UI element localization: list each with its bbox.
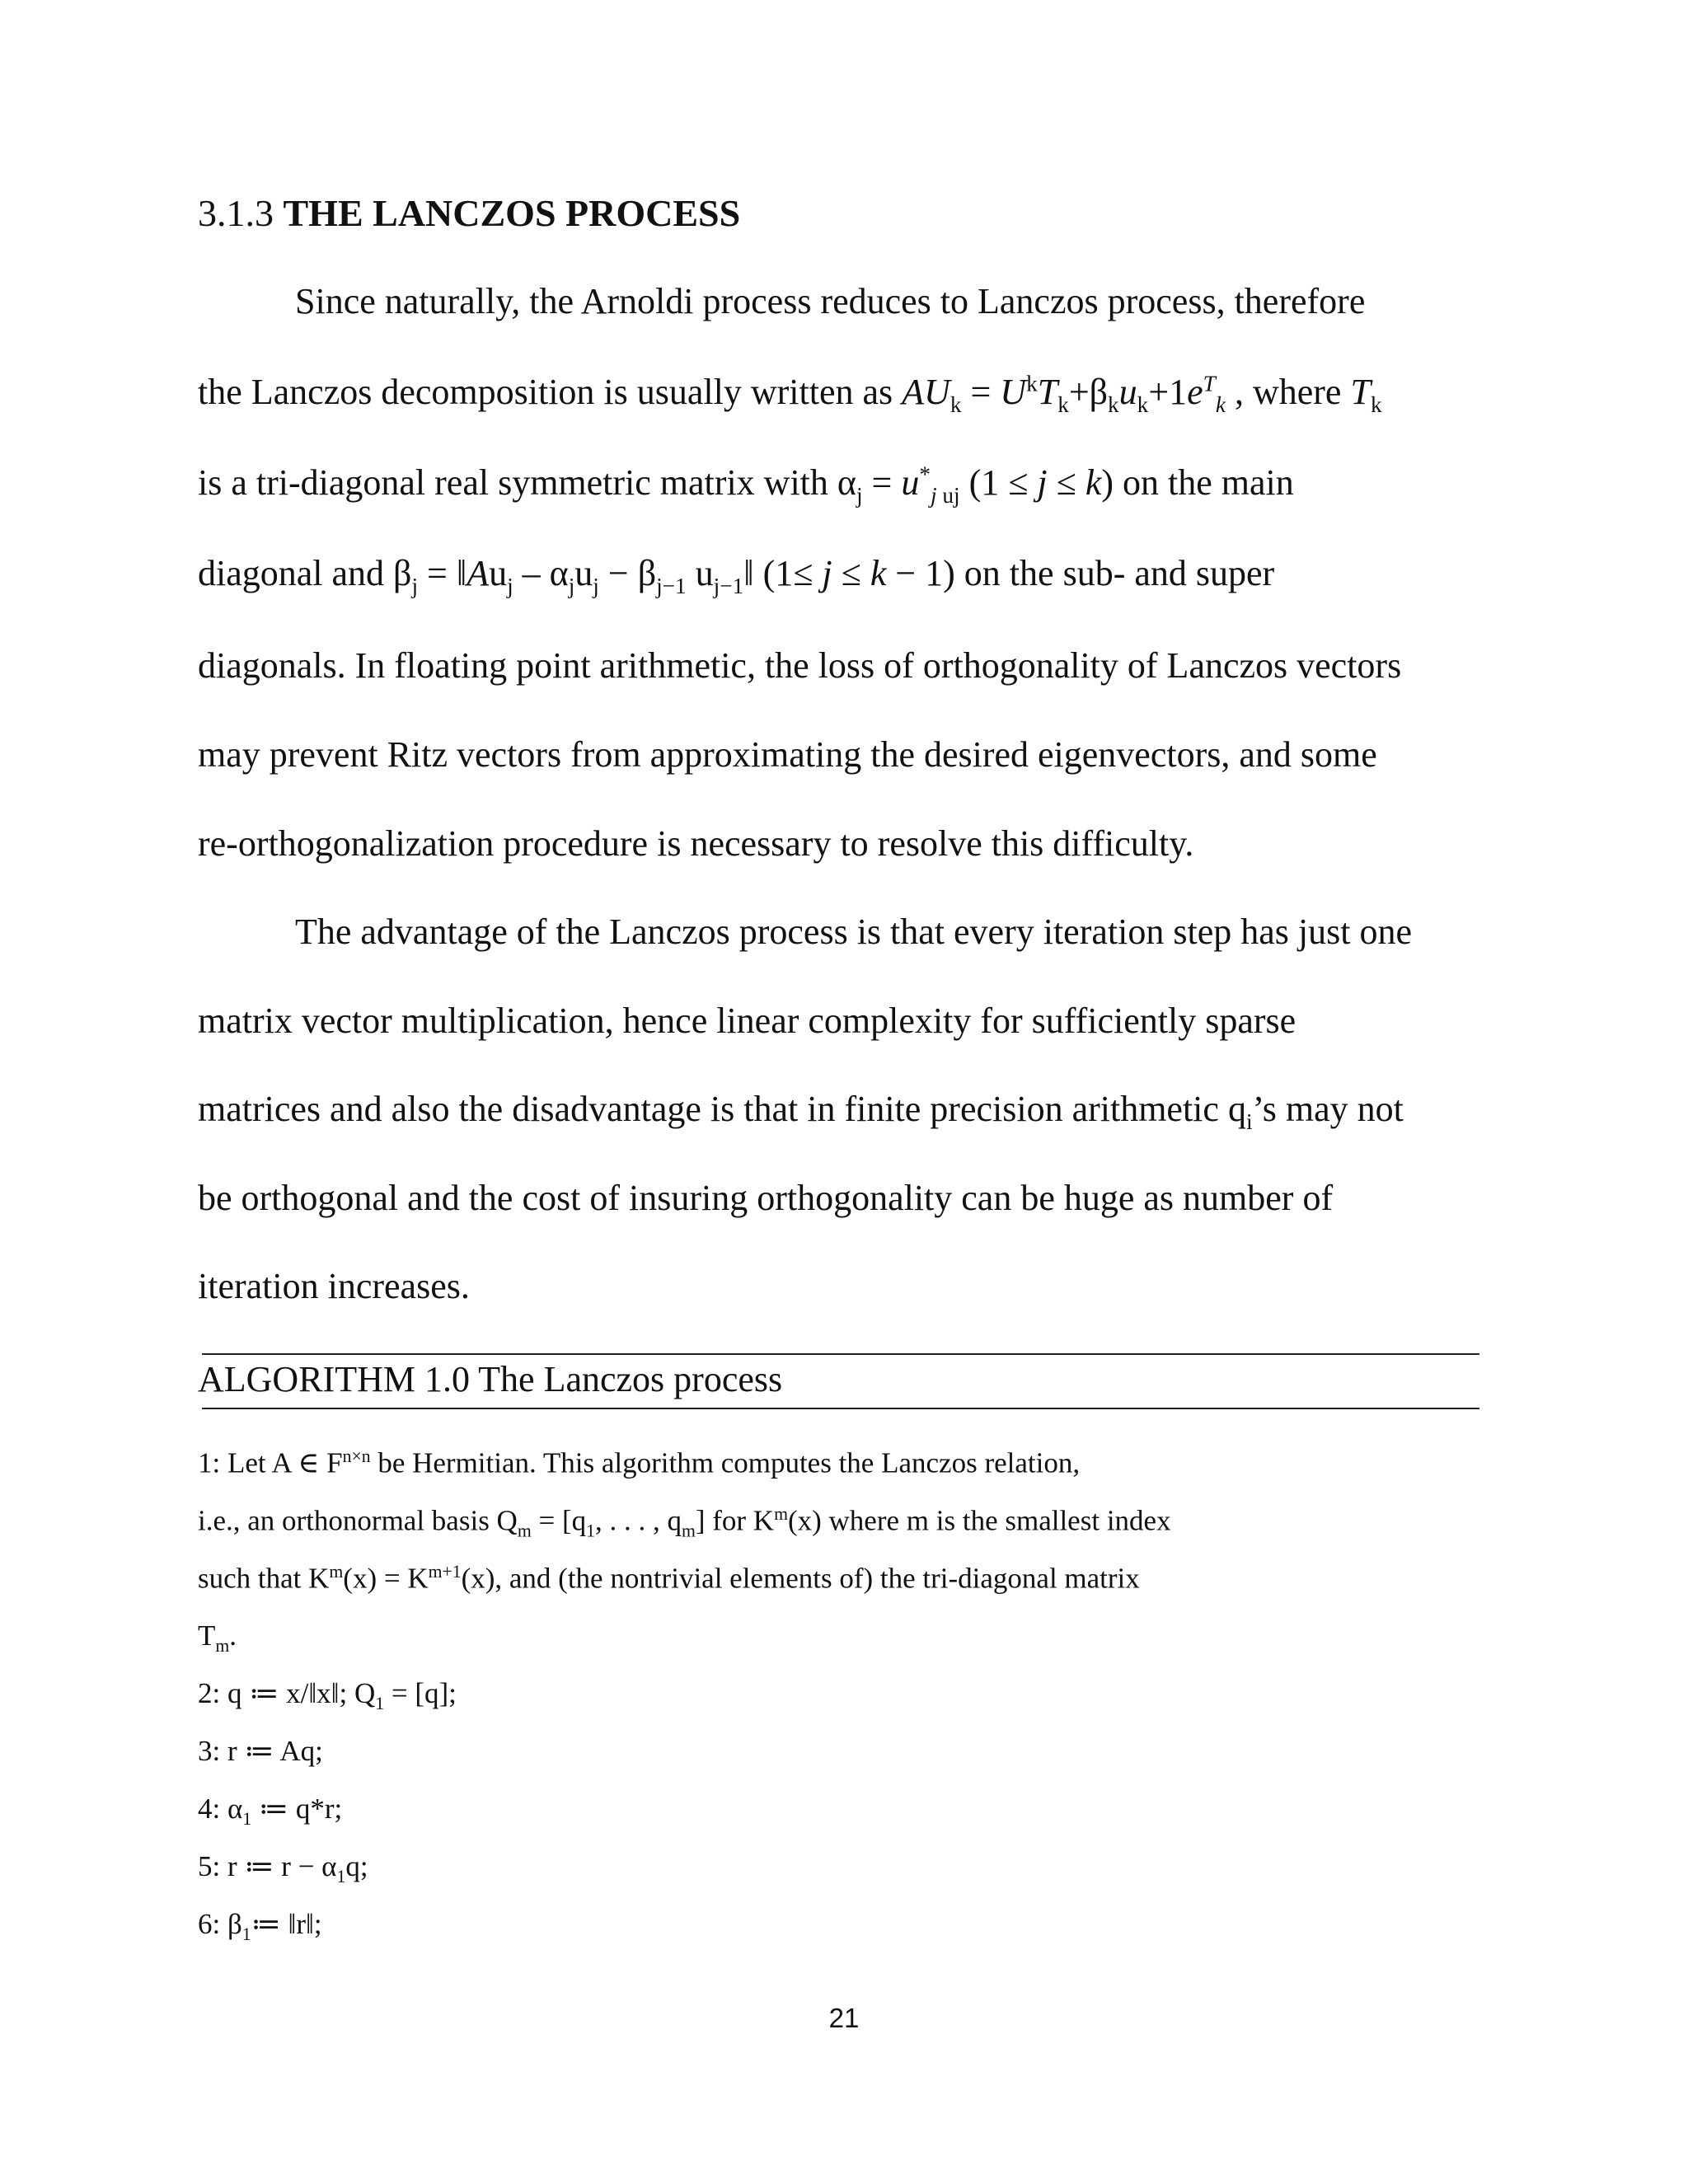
paragraph-2-line-1: The advantage of the Lanczos process is that every iteration step has just one	[295, 912, 1412, 952]
section-heading	[198, 191, 740, 235]
section-number: 3.1.3	[198, 192, 274, 234]
algorithm-top-rule	[202, 1353, 1479, 1355]
paragraph-1-line-3: is a tri-diagonal real symmetric matrix with $\alpha_j = u^*_j$ $_{uj}$ (1 ≤ j ≤ k) on the main	[198, 462, 1294, 508]
paragraph-1-line-5: diagonals. In floating point arithmetic, the loss of orthogonality of Lanczos vectors	[198, 645, 1402, 686]
paragraph-1-line-4: diagonal and $\beta_j$ = $‖Au_j - \alpha_ju_j - \beta_{j-1}$ $u_{j-1}‖$ (1≤ j ≤ k − 1) on the sub- and super	[198, 553, 1275, 598]
algorithm-bottom-rule	[202, 1408, 1479, 1409]
algorithm-step-3: 3: r ≔ Aq;	[198, 1735, 323, 1767]
algorithm-step-1-line-3: such that $K^m(x) = K^{m+1}(x)$, and (the nontrivial elements of) the tri-diagonal matrix	[198, 1562, 1140, 1595]
section-title: THE LANCZOS PROCESS	[283, 192, 741, 234]
paragraph-2-line-2: matrix vector multiplication, hence linear complexity for sufficiently sparse	[198, 1001, 1296, 1041]
paragraph-1-line-6: may prevent Ritz vectors from approximating the desired eigenvectors, and some	[198, 734, 1377, 775]
paragraph-1-line-1: Since naturally, the Arnoldi process reduces to Lanczos process, therefore	[295, 281, 1366, 321]
algorithm-step-1-line-1: 1: Let A ∈ $F^{n\times n}$ be Hermitian. This algorithm computes the Lanczos relation,	[198, 1446, 1081, 1479]
algorithm-step-6: 6: $\beta_1≔$ ‖r‖;	[198, 1908, 322, 1944]
algorithm-title: ALGORITHM 1.0 The Lanczos process	[198, 1359, 783, 1399]
paragraph-1-line-7: re-orthogonalization procedure is necessary to resolve this difficulty.	[198, 823, 1194, 864]
algorithm-step-1-line-4: $T_m$.	[198, 1619, 237, 1656]
paragraph-2-line-4: be orthogonal and the cost of insuring orthogonality can be huge as number of	[198, 1178, 1334, 1218]
paragraph-1-line-2: the Lanczos decomposition is usually written as $AU_k = U^kT_k+\beta_ku_k+1e^T_k$ , where $T_k$	[198, 371, 1382, 417]
algorithm-step-5: 5: r ≔ $r - \alpha_1q$;	[198, 1850, 368, 1886]
algorithm-step-1-line-2: i.e., an orthonormal basis $Q_m = [q_1$, . . . , $q_m$] for $K^m(x)$ where m is the smallest index	[198, 1504, 1171, 1541]
paragraph-2-line-3: matrices and also the disadvantage is that in finite precision arithmetic $q_i’s$ may not	[198, 1089, 1404, 1134]
algorithm-step-4: 4: $\alpha_1$ ≔ q*r;	[198, 1793, 343, 1829]
page-number: 21	[828, 2003, 860, 2033]
algorithm-step-2: 2: q ≔ x/‖x‖; $Q_1 = [q]$;	[198, 1677, 457, 1713]
paragraph-2-line-5: iteration increases.	[198, 1266, 470, 1306]
